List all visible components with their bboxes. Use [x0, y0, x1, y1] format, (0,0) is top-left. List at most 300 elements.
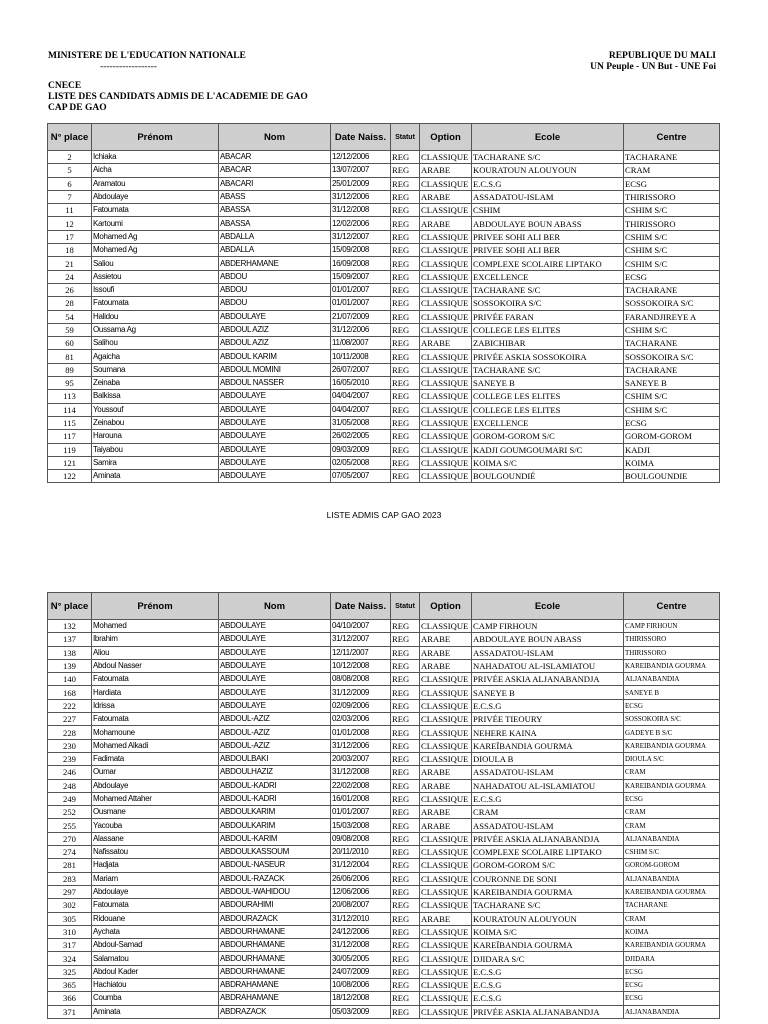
- cell-nom: ABDOULAYE: [219, 443, 331, 456]
- cell-prenom: Mohamed Alkadi: [92, 739, 219, 752]
- cell-nom: ABDOULKASSOUM: [219, 846, 331, 859]
- cell-ecole: ABDOULAYE BOUN ABASS: [472, 633, 624, 646]
- cell-place: 132: [48, 620, 92, 633]
- cell-prenom: Aminata: [92, 470, 219, 483]
- cell-option: CLASSIQUE: [420, 244, 472, 257]
- cell-statut: REG: [391, 939, 420, 952]
- cell-place: 17: [48, 230, 92, 243]
- cell-nom: ABDOU: [219, 283, 331, 296]
- table-row: [48, 939, 720, 952]
- cell-statut: REG: [391, 177, 420, 190]
- cell-option: CLASSIQUE: [420, 456, 472, 469]
- table-header-row: [48, 124, 720, 151]
- cell-place: 6: [48, 177, 92, 190]
- cell-nom: ABDOU: [219, 270, 331, 283]
- cell-date-naiss: 31/12/2006: [331, 323, 391, 336]
- cell-place: 365: [48, 979, 92, 992]
- cell-nom: ABDOULKARIM: [219, 806, 331, 819]
- cell-nom: ABDOUL-WAHIDOU: [219, 885, 331, 898]
- cell-statut: REG: [391, 646, 420, 659]
- table-row: [48, 470, 720, 483]
- cell-option: CLASSIQUE: [420, 151, 472, 164]
- cell-prenom: Yacouba: [92, 819, 219, 832]
- cell-prenom: Abdoul Nasser: [92, 659, 219, 672]
- cell-statut: REG: [391, 739, 420, 752]
- cell-ecole: ZABICHIBAR: [472, 337, 624, 350]
- cell-centre: KOIMA: [624, 456, 720, 469]
- cell-statut: REG: [391, 443, 420, 456]
- table-row: [48, 792, 720, 805]
- cell-option: ARABE: [420, 164, 472, 177]
- cell-nom: ABDOULBAKI: [219, 752, 331, 765]
- cell-option: ARABE: [420, 217, 472, 230]
- cell-statut: REG: [391, 390, 420, 403]
- cell-statut: REG: [391, 965, 420, 978]
- table-row: [48, 859, 720, 872]
- cell-nom: ABDOULKARIM: [219, 819, 331, 832]
- cell-statut: REG: [391, 403, 420, 416]
- cell-prenom: Halidou: [92, 310, 219, 323]
- cell-option: CLASSIQUE: [420, 257, 472, 270]
- cell-place: 297: [48, 885, 92, 898]
- cell-prenom: Mohamed: [92, 620, 219, 633]
- table-row: [48, 752, 720, 765]
- cell-date-naiss: 16/01/2008: [331, 792, 391, 805]
- cell-nom: ABDOULAYE: [219, 620, 331, 633]
- cell-prenom: Youssouf: [92, 403, 219, 416]
- cell-centre: THIRISSORO: [624, 190, 720, 203]
- cell-statut: REG: [391, 872, 420, 885]
- cell-statut: REG: [391, 416, 420, 429]
- table-row: [48, 965, 720, 978]
- cell-nom: ABDOUL-NASEUR: [219, 859, 331, 872]
- cell-place: 371: [48, 1005, 92, 1018]
- cell-centre: GOROM-GOROM: [624, 430, 720, 443]
- cell-nom: ABASSA: [219, 217, 331, 230]
- cell-ecole: NAHADATOU AL-ISLAMIATOU: [472, 659, 624, 672]
- cell-nom: ABDOULAYE: [219, 646, 331, 659]
- cell-option: ARABE: [420, 779, 472, 792]
- table-header-row: [48, 593, 720, 620]
- cell-date-naiss: 02/05/2008: [331, 456, 391, 469]
- cell-ecole: KAREÏBANDIA GOURMA: [472, 939, 624, 952]
- table-row: [48, 846, 720, 859]
- header-right: [590, 51, 716, 73]
- cell-prenom: Agaicha: [92, 350, 219, 363]
- table-row: [48, 310, 720, 323]
- cell-place: 21: [48, 257, 92, 270]
- cell-ecole: ASSADATOU-ISLAM: [472, 646, 624, 659]
- table-row: [48, 912, 720, 925]
- cell-centre: ECSG: [624, 965, 720, 978]
- cell-centre: KAREIBANDIA GOURMA: [624, 739, 720, 752]
- cell-prenom: Mohamed Attaher: [92, 792, 219, 805]
- cell-place: 274: [48, 846, 92, 859]
- cell-centre: CRAM: [624, 819, 720, 832]
- cell-date-naiss: 01/01/2007: [331, 283, 391, 296]
- cell-option: CLASSIQUE: [420, 363, 472, 376]
- cell-date-naiss: 11/08/2007: [331, 337, 391, 350]
- cell-prenom: Aliou: [92, 646, 219, 659]
- cell-prenom: Fatoumata: [92, 204, 219, 217]
- cell-date-naiss: 31/12/2008: [331, 766, 391, 779]
- cell-date-naiss: 26/07/2007: [331, 363, 391, 376]
- column-header-statut: Statut: [391, 124, 420, 151]
- cell-prenom: Mohamed Ag: [92, 244, 219, 257]
- cell-date-naiss: 04/04/2007: [331, 390, 391, 403]
- cell-centre: TACHARANE: [624, 151, 720, 164]
- cell-centre: TACHARANE: [624, 363, 720, 376]
- cell-option: CLASSIQUE: [420, 443, 472, 456]
- cell-place: 317: [48, 939, 92, 952]
- cell-date-naiss: 22/02/2008: [331, 779, 391, 792]
- cell-centre: ALJANABANDIA: [624, 832, 720, 845]
- cell-nom: ABASS: [219, 190, 331, 203]
- cell-ecole: TACHARANE S/C: [472, 283, 624, 296]
- table-row: [48, 456, 720, 469]
- cell-date-naiss: 26/02/2005: [331, 430, 391, 443]
- table-row: [48, 337, 720, 350]
- cell-prenom: Zeinabou: [92, 416, 219, 429]
- cell-nom: ABDOUL MOMINI: [219, 363, 331, 376]
- cell-nom: ABDOURHAMANE: [219, 925, 331, 938]
- cell-option: CLASSIQUE: [420, 323, 472, 336]
- cell-place: 5: [48, 164, 92, 177]
- cell-nom: ABDOULAYE: [219, 659, 331, 672]
- cell-date-naiss: 01/01/2007: [331, 297, 391, 310]
- cell-ecole: DIOULA B: [472, 752, 624, 765]
- cell-option: ARABE: [420, 819, 472, 832]
- cell-centre: CAMP FIRHOUN: [624, 620, 720, 633]
- cell-centre: KAREIBANDIA GOURMA: [624, 885, 720, 898]
- cell-date-naiss: 31/12/2006: [331, 739, 391, 752]
- cell-centre: ALJANABANDIA: [624, 872, 720, 885]
- cell-option: CLASSIQUE: [420, 992, 472, 1005]
- cell-place: 95: [48, 377, 92, 390]
- column-header-prenom: Prénom: [92, 593, 219, 620]
- cell-statut: REG: [391, 659, 420, 672]
- table-row: [48, 819, 720, 832]
- table-row: [48, 270, 720, 283]
- cell-date-naiss: 02/09/2006: [331, 699, 391, 712]
- cell-statut: REG: [391, 726, 420, 739]
- cell-ecole: COMPLEXE SCOLAIRE LIPTAKO: [472, 846, 624, 859]
- cell-option: CLASSIQUE: [420, 885, 472, 898]
- column-header-centre: Centre: [624, 124, 720, 151]
- cell-centre: CRAM: [624, 912, 720, 925]
- cell-centre: SOSSOKOIRA S/C: [624, 297, 720, 310]
- cell-place: 283: [48, 872, 92, 885]
- table-row: [48, 151, 720, 164]
- cell-statut: REG: [391, 699, 420, 712]
- cell-place: 246: [48, 766, 92, 779]
- column-header-centre: Centre: [624, 593, 720, 620]
- column-header-option: Option: [420, 124, 472, 151]
- cell-option: ARABE: [420, 337, 472, 350]
- table-row: [48, 244, 720, 257]
- cell-nom: ABDOUL-RAZACK: [219, 872, 331, 885]
- cell-nom: ABDOULAYE: [219, 699, 331, 712]
- cell-place: 139: [48, 659, 92, 672]
- cell-ecole: E.C.S.G: [472, 177, 624, 190]
- cell-centre: KOIMA: [624, 925, 720, 938]
- cell-date-naiss: 09/03/2009: [331, 443, 391, 456]
- cell-centre: SOSSOKOIRA S/C: [624, 713, 720, 726]
- cell-prenom: Fatoumata: [92, 297, 219, 310]
- table-body-1: [48, 151, 720, 483]
- cell-centre: GADEYE B S/C: [624, 726, 720, 739]
- cell-option: CLASSIQUE: [420, 297, 472, 310]
- cell-centre: ECSG: [624, 177, 720, 190]
- cell-place: 366: [48, 992, 92, 1005]
- table-row: [48, 766, 720, 779]
- column-header-nom: Nom: [219, 124, 331, 151]
- cell-prenom: Mohamoune: [92, 726, 219, 739]
- cell-nom: ABDRAHAMANE: [219, 979, 331, 992]
- cell-ecole: COLLEGE LES ELITES: [472, 390, 624, 403]
- cell-prenom: Hardiata: [92, 686, 219, 699]
- cell-nom: ABDOUL-AZIZ: [219, 739, 331, 752]
- cell-nom: ABDOULHAZIZ: [219, 766, 331, 779]
- cell-date-naiss: 12/06/2006: [331, 885, 391, 898]
- cell-ecole: PRIVÉE ASKIA ALJANABANDJA: [472, 832, 624, 845]
- cell-date-naiss: 31/12/2008: [331, 939, 391, 952]
- cell-prenom: Alassane: [92, 832, 219, 845]
- table-row: [48, 190, 720, 203]
- cell-statut: REG: [391, 283, 420, 296]
- table-row: [48, 713, 720, 726]
- cell-date-naiss: 21/07/2009: [331, 310, 391, 323]
- cell-statut: REG: [391, 832, 420, 845]
- cell-centre: CSHIM S/C: [624, 204, 720, 217]
- cell-option: CLASSIQUE: [420, 270, 472, 283]
- cell-statut: REG: [391, 217, 420, 230]
- cell-statut: REG: [391, 244, 420, 257]
- cell-centre: CSHIM S/C: [624, 257, 720, 270]
- cell-ecole: ABDOULAYE BOUN ABASS: [472, 217, 624, 230]
- cell-statut: REG: [391, 673, 420, 686]
- cell-nom: ABDALLA: [219, 244, 331, 257]
- cell-place: 302: [48, 899, 92, 912]
- cell-statut: REG: [391, 430, 420, 443]
- cell-place: 26: [48, 283, 92, 296]
- cell-statut: REG: [391, 779, 420, 792]
- cell-place: 222: [48, 699, 92, 712]
- cell-centre: ECSG: [624, 792, 720, 805]
- cell-statut: REG: [391, 164, 420, 177]
- cell-nom: ABDOUL KARIM: [219, 350, 331, 363]
- cell-place: 230: [48, 739, 92, 752]
- cell-statut: REG: [391, 337, 420, 350]
- cell-option: CLASSIQUE: [420, 952, 472, 965]
- cell-nom: ABDOURHAMANE: [219, 965, 331, 978]
- cell-centre: TACHARANE: [624, 337, 720, 350]
- cell-date-naiss: 01/01/2008: [331, 726, 391, 739]
- cell-place: 270: [48, 832, 92, 845]
- cell-place: 249: [48, 792, 92, 805]
- cell-ecole: COURONNE DE SONI: [472, 872, 624, 885]
- cell-ecole: NAHADATOU AL-ISLAMIATOU: [472, 779, 624, 792]
- cell-prenom: Oussama Ag: [92, 323, 219, 336]
- cell-place: 255: [48, 819, 92, 832]
- list-title: LISTE DES CANDIDATS ADMIS DE L'ACADEMIE DE GAO: [48, 92, 308, 102]
- cell-nom: ABDRAZACK: [219, 1005, 331, 1018]
- cell-ecole: BOULGOUNDIÉ: [472, 470, 624, 483]
- cell-centre: KAREIBANDIA GOURMA: [624, 779, 720, 792]
- cell-place: 114: [48, 403, 92, 416]
- cell-date-naiss: 15/09/2007: [331, 270, 391, 283]
- cell-statut: REG: [391, 377, 420, 390]
- table-row: [48, 925, 720, 938]
- cell-statut: REG: [391, 456, 420, 469]
- cell-option: CLASSIQUE: [420, 846, 472, 859]
- cell-option: ARABE: [420, 646, 472, 659]
- cell-date-naiss: 30/05/2005: [331, 952, 391, 965]
- cell-prenom: Aramatou: [92, 177, 219, 190]
- cell-statut: REG: [391, 899, 420, 912]
- cell-nom: ABDRAHAMANE: [219, 992, 331, 1005]
- table-row: [48, 659, 720, 672]
- cell-place: 121: [48, 456, 92, 469]
- cell-centre: DIOULA S/C: [624, 752, 720, 765]
- cell-centre: ALJANABANDIA: [624, 673, 720, 686]
- cell-ecole: TACHARANE S/C: [472, 151, 624, 164]
- cell-option: CLASSIQUE: [420, 377, 472, 390]
- cell-date-naiss: 31/12/2010: [331, 912, 391, 925]
- cell-statut: REG: [391, 686, 420, 699]
- cell-statut: REG: [391, 766, 420, 779]
- cell-statut: REG: [391, 470, 420, 483]
- column-header-date-naiss: Date Naiss.: [331, 593, 391, 620]
- table-row: [48, 350, 720, 363]
- cell-ecole: COMPLEXE SCOLAIRE LIPTAKO: [472, 257, 624, 270]
- ministry-title: MINISTERE DE L'EDUCATION NATIONALE: [48, 51, 246, 61]
- cell-option: CLASSIQUE: [420, 390, 472, 403]
- cell-nom: ABDOULAYE: [219, 470, 331, 483]
- cell-prenom: Hachiatou: [92, 979, 219, 992]
- cell-date-naiss: 15/09/2008: [331, 244, 391, 257]
- cell-prenom: Fatoumata: [92, 673, 219, 686]
- cell-option: CLASSIQUE: [420, 283, 472, 296]
- cell-date-naiss: 20/03/2007: [331, 752, 391, 765]
- cell-statut: REG: [391, 979, 420, 992]
- column-header-ecole: Ecole: [472, 124, 624, 151]
- cell-ecole: TACHARANE S/C: [472, 899, 624, 912]
- cell-nom: ABACARI: [219, 177, 331, 190]
- cell-ecole: EXCELLENCE: [472, 270, 624, 283]
- cell-ecole: GOROM-GOROM S/C: [472, 430, 624, 443]
- cell-prenom: Coumba: [92, 992, 219, 1005]
- cell-prenom: Taiyabou: [92, 443, 219, 456]
- cell-place: 59: [48, 323, 92, 336]
- cell-option: ARABE: [420, 190, 472, 203]
- cell-ecole: E.C.S.G: [472, 979, 624, 992]
- cell-date-naiss: 26/06/2006: [331, 872, 391, 885]
- table-row: [48, 673, 720, 686]
- cell-nom: ABACAR: [219, 151, 331, 164]
- cell-ecole: COLLEGE LES ELITES: [472, 403, 624, 416]
- table-row: [48, 872, 720, 885]
- cell-option: CLASSIQUE: [420, 230, 472, 243]
- cell-prenom: Samira: [92, 456, 219, 469]
- cell-statut: REG: [391, 806, 420, 819]
- cell-nom: ABDOU: [219, 297, 331, 310]
- cell-statut: REG: [391, 270, 420, 283]
- cell-date-naiss: 20/11/2010: [331, 846, 391, 859]
- cell-date-naiss: 07/05/2007: [331, 470, 391, 483]
- cell-nom: ABDOULAYE: [219, 390, 331, 403]
- cell-statut: REG: [391, 350, 420, 363]
- cell-centre: ECSG: [624, 979, 720, 992]
- table-row: [48, 430, 720, 443]
- cell-prenom: Abdoulaye: [92, 779, 219, 792]
- cell-prenom: Abdoul Kader: [92, 965, 219, 978]
- cell-date-naiss: 20/08/2007: [331, 899, 391, 912]
- cell-place: 140: [48, 673, 92, 686]
- cell-place: 113: [48, 390, 92, 403]
- cell-prenom: Ousmane: [92, 806, 219, 819]
- cell-nom: ABDOUL-AZIZ: [219, 726, 331, 739]
- cell-ecole: PRIVÉE FARAN: [472, 310, 624, 323]
- cell-place: 115: [48, 416, 92, 429]
- cell-statut: REG: [391, 620, 420, 633]
- cell-centre: SANEYE B: [624, 686, 720, 699]
- cell-date-naiss: 09/08/2008: [331, 832, 391, 845]
- cell-prenom: Zeinaba: [92, 377, 219, 390]
- cell-option: CLASSIQUE: [420, 939, 472, 952]
- cell-ecole: EXCELLENCE: [472, 416, 624, 429]
- cell-option: CLASSIQUE: [420, 620, 472, 633]
- cell-nom: ABDOUL-AZIZ: [219, 713, 331, 726]
- cell-option: ARABE: [420, 766, 472, 779]
- cell-statut: REG: [391, 257, 420, 270]
- cell-ecole: PRIVEE SOHI ALI BER: [472, 230, 624, 243]
- table-row: [48, 177, 720, 190]
- table-row: [48, 230, 720, 243]
- cell-ecole: PRIVÉE ASKIA ALJANABANDJA: [472, 673, 624, 686]
- cell-option: CLASSIQUE: [420, 470, 472, 483]
- cell-date-naiss: 13/07/2007: [331, 164, 391, 177]
- cell-statut: REG: [391, 952, 420, 965]
- cell-centre: CSHIM S/C: [624, 403, 720, 416]
- cell-nom: ABDOULAYE: [219, 686, 331, 699]
- cell-ecole: KOIMA S/C: [472, 925, 624, 938]
- cell-date-naiss: 18/12/2008: [331, 992, 391, 1005]
- cell-date-naiss: 31/12/2009: [331, 686, 391, 699]
- republic-title: REPUBLIQUE DU MALI: [608, 51, 716, 61]
- cell-prenom: Harouna: [92, 430, 219, 443]
- cell-ecole: CRAM: [472, 806, 624, 819]
- cell-place: 2: [48, 151, 92, 164]
- cell-option: CLASSIQUE: [420, 310, 472, 323]
- cell-prenom: Idrissa: [92, 699, 219, 712]
- cell-centre: DJIDARA: [624, 952, 720, 965]
- cell-date-naiss: 15/03/2008: [331, 819, 391, 832]
- table-row: [48, 416, 720, 429]
- cell-date-naiss: 31/05/2008: [331, 416, 391, 429]
- cell-prenom: Balkissa: [92, 390, 219, 403]
- cell-option: CLASSIQUE: [420, 686, 472, 699]
- column-header-place: N° place: [48, 124, 92, 151]
- cell-centre: CRAM: [624, 806, 720, 819]
- cell-place: 11: [48, 204, 92, 217]
- cell-option: CLASSIQUE: [420, 739, 472, 752]
- cell-date-naiss: 24/07/2009: [331, 965, 391, 978]
- cell-option: CLASSIQUE: [420, 416, 472, 429]
- table-row: [48, 885, 720, 898]
- cell-option: CLASSIQUE: [420, 350, 472, 363]
- cell-nom: ABDOULAYE: [219, 673, 331, 686]
